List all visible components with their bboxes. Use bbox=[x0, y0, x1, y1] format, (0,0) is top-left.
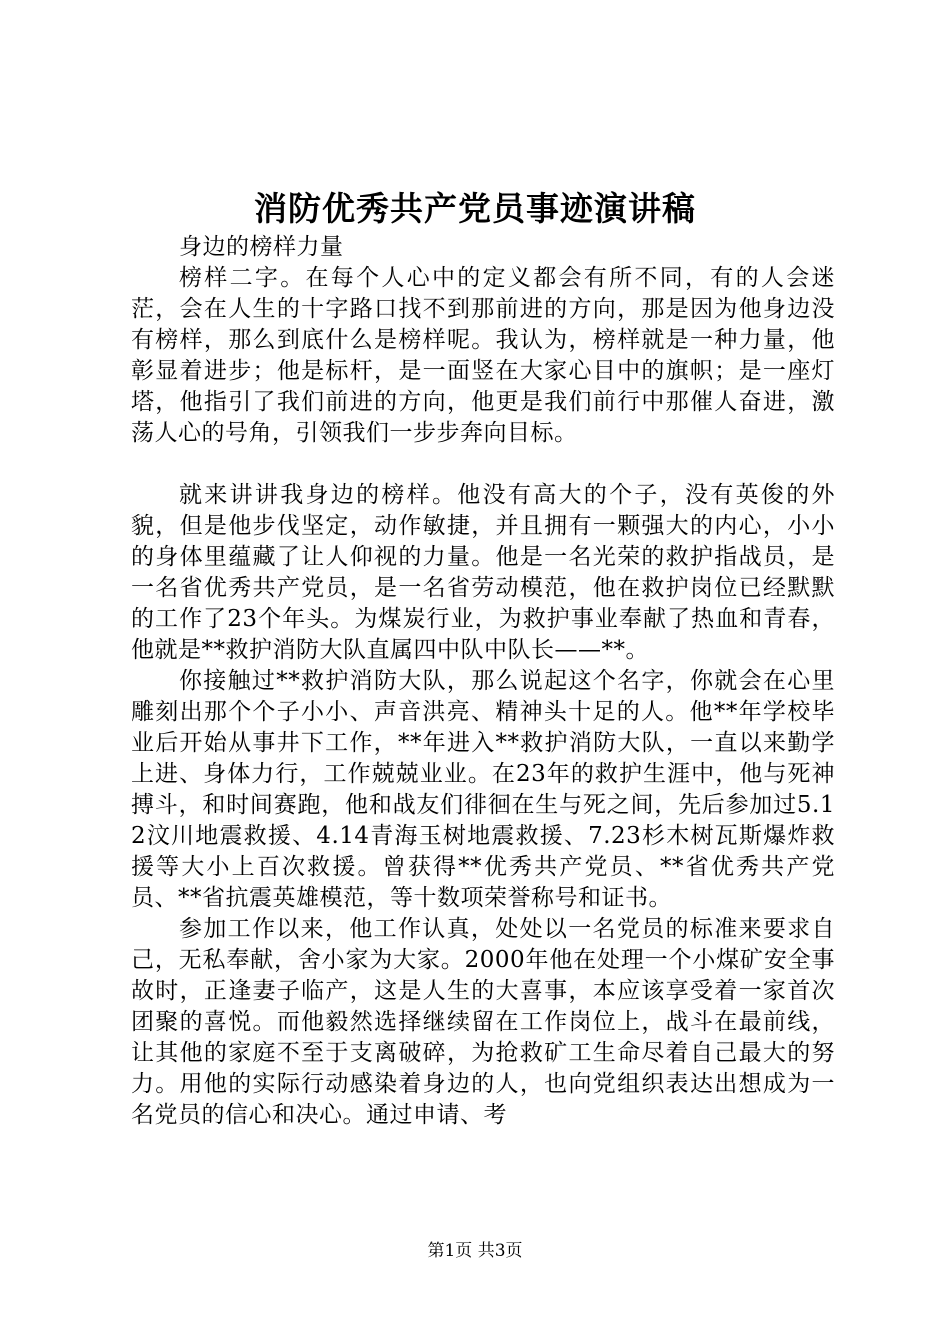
paragraph: 你接触过**救护消防大队，那么说起这个名字，你就会在心里雕刻出那个个子小小、声音洪亮、精神头十足的人。他**年学校毕业后开始从事井下工作，**年进入**救护消防大队，一直以来勤学上进、身体力行，工作兢兢业业。在23年的救护生涯中，他与死神搏斗，和时间赛跑，他和战友们徘徊在生与死之间，先后参加过5.12汶川地震救援、4.14青海玉树地震救援、7.23杉木树瓦斯爆炸救援等大小上百次救援。曾获得**优秀共产党员、**省优秀共产党员、**省抗震英雄模范，等十数项荣誉称号和证书。 bbox=[131, 668, 835, 911]
paragraph-subtitle: 身边的榜样力量 bbox=[179, 234, 344, 260]
paragraph: 榜样二字。在每个人心中的定义都会有所不同，有的人会迷茫，会在人生的十字路口找不到那前进的方向，那是因为他身边没有榜样，那么到底什么是榜样呢。我认为，榜样就是一种力量，他彰显着进步；他是标杆，是一面竖在大家心目中的旗帜；是一座灯塔，他指引了我们前进的方向，他更是我们前行中那催人奋进，激荡人心的号角，引领我们一步步奔向目标。 bbox=[131, 265, 835, 446]
paragraph: 就来讲讲我身边的榜样。他没有高大的个子，没有英俊的外貌，但是他步伐坚定，动作敏捷，并且拥有一颗强大的内心，小小的身体里蕴藏了让人仰视的力量。他是一名光荣的救护指战员，是一名省优秀共产党员，是一名省劳动模范，他在救护岗位已经默默的工作了23个年头。为煤炭行业，为救护事业奉献了热血和青春，他就是**救护消防大队直属四中队中队长——**。 bbox=[131, 482, 835, 663]
page-footer: 第1页 共3页 bbox=[427, 1241, 523, 1261]
paragraph: 参加工作以来，他工作认真，处处以一名党员的标准来要求自己，无私奉献，舍小家为大家。2000年他在处理一个小煤矿安全事故时，正逢妻子临产，这是人生的大喜事，本应该享受着一家首次团聚的喜悦。而他毅然选择继续留在工作岗位上，战斗在最前线，让其他的家庭不至于支离破碎，为抢救矿工生命尽着自己最大的努力。用他的实际行动感染着身边的人，也向党组织表达出想成为一名党员的信心和决心。通过申请、考 bbox=[131, 916, 835, 1128]
document-title: 消防优秀共产党员事迹演讲稿 bbox=[254, 189, 696, 228]
document-body bbox=[131, 232, 835, 1131]
